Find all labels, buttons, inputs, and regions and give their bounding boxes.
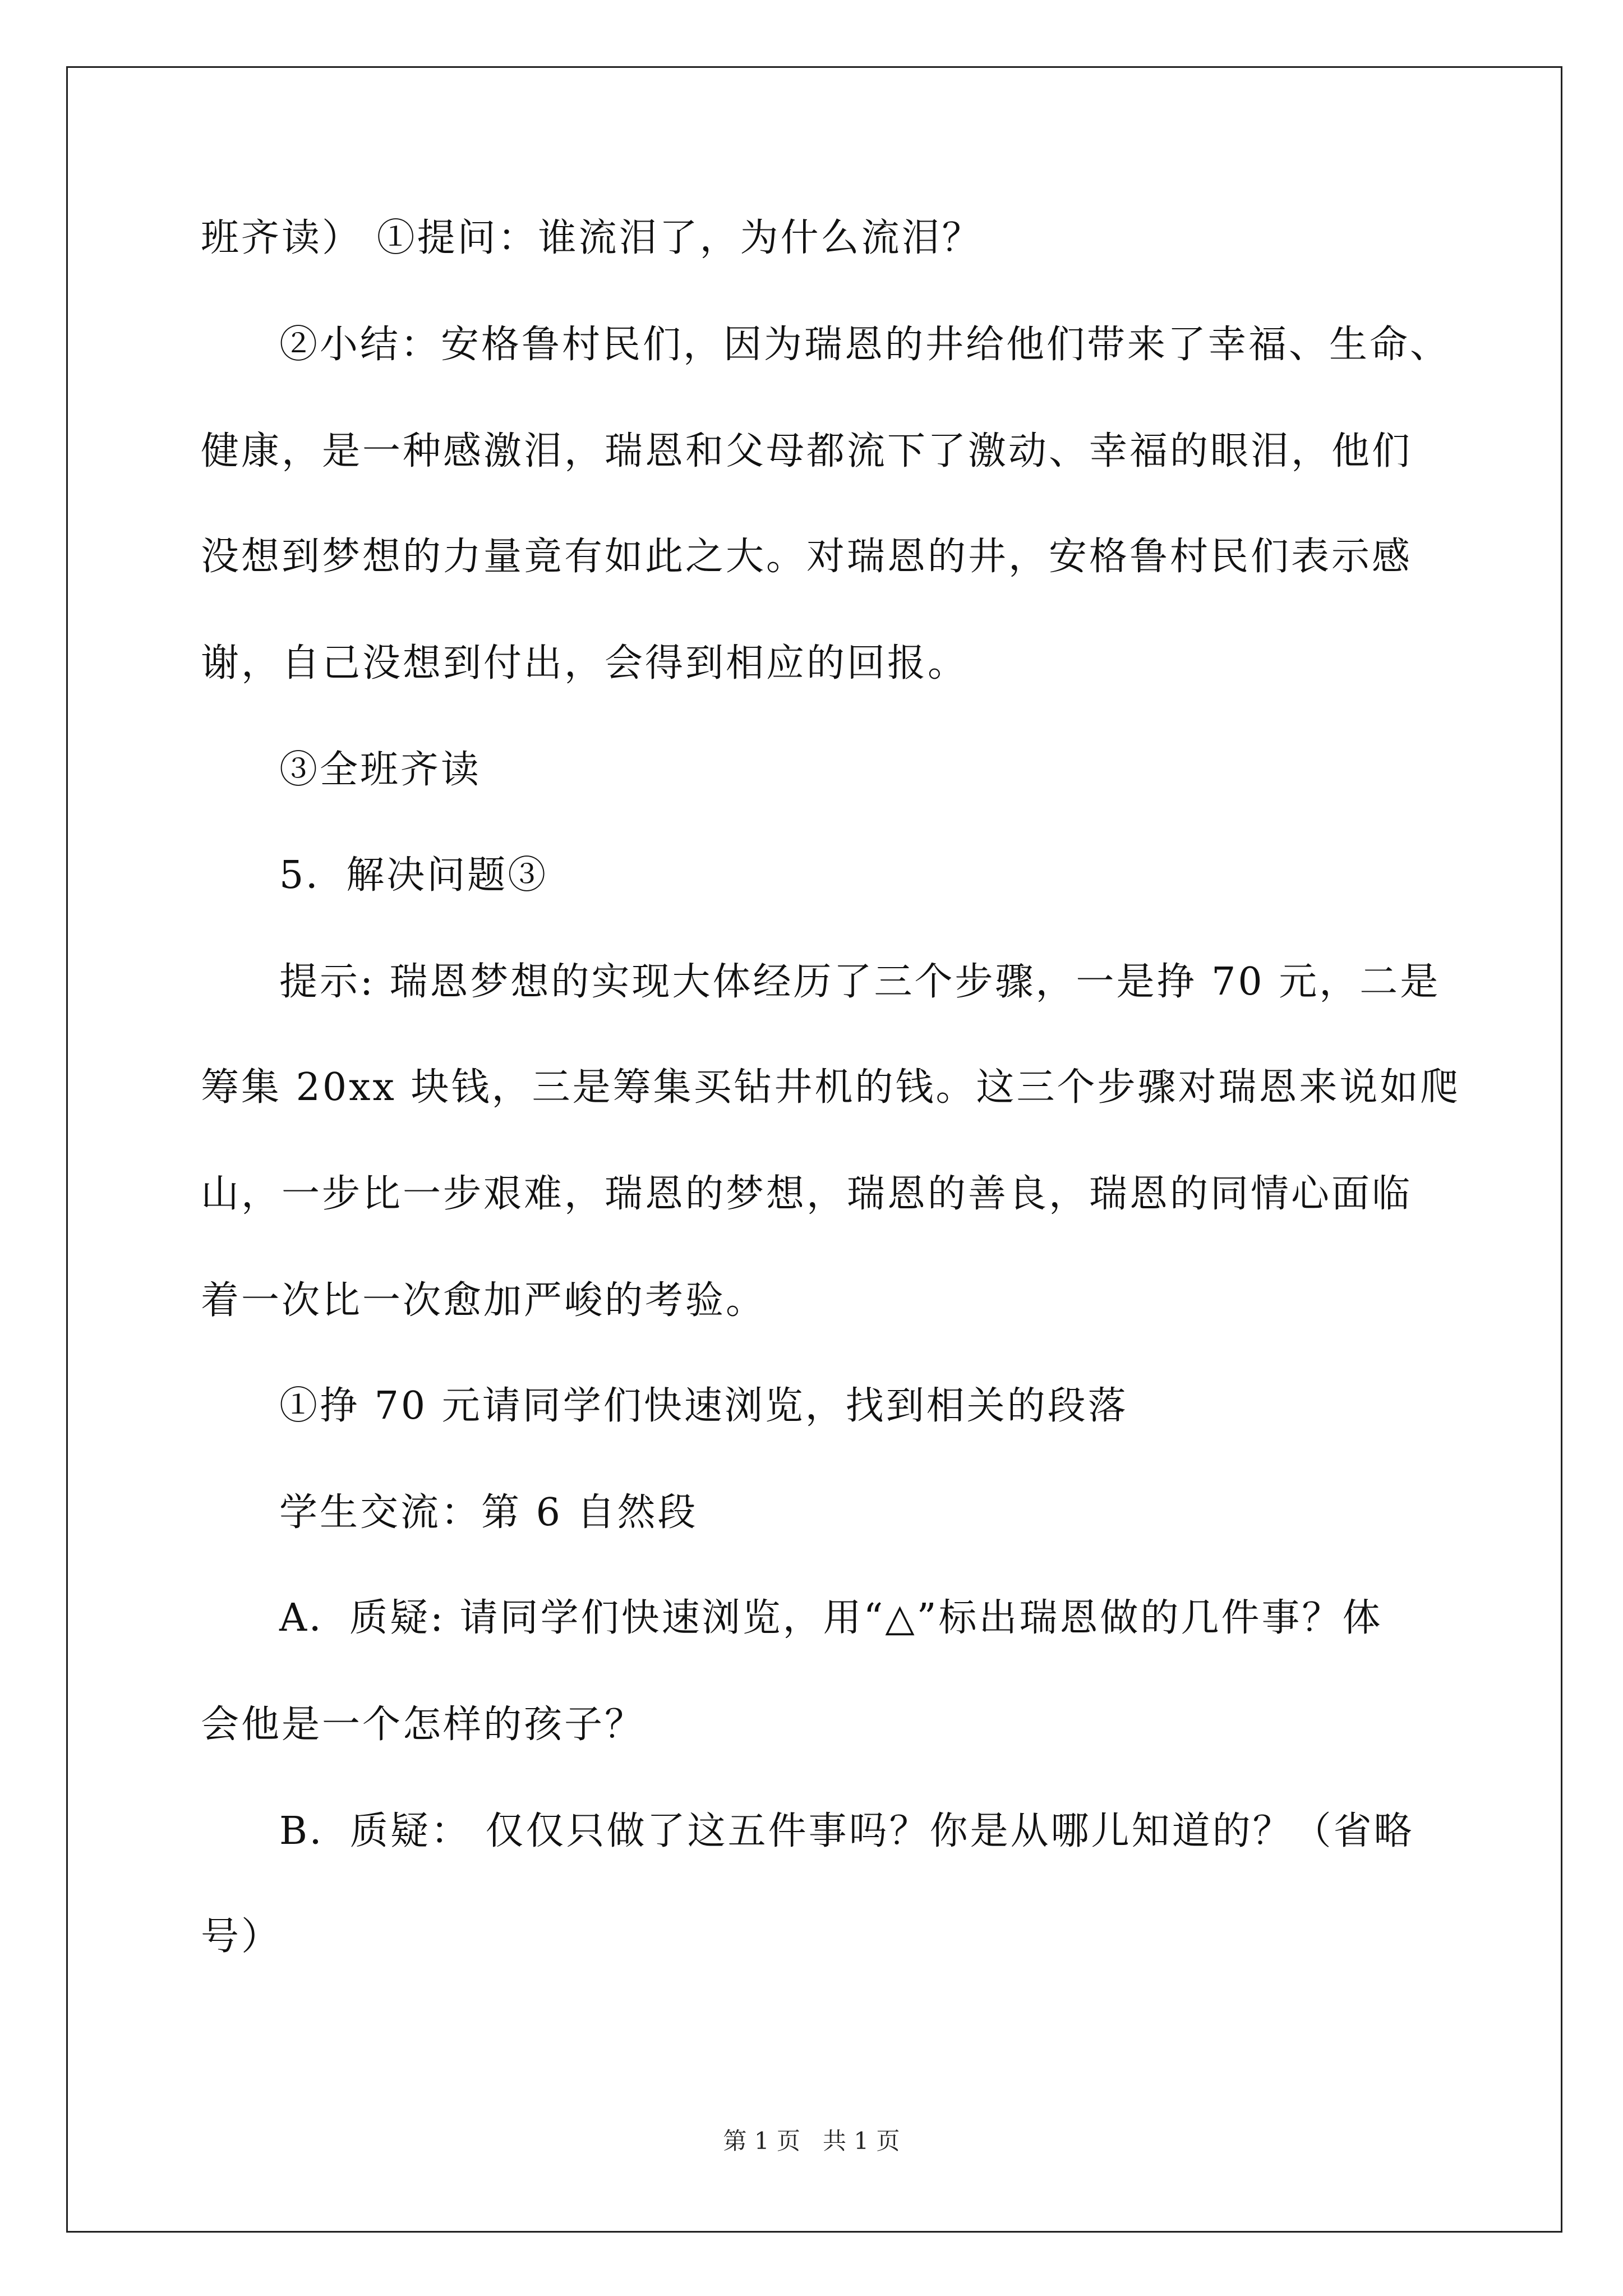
text-line: 会他是一个怎样的孩子？ bbox=[201, 1703, 645, 1747]
text-line: ②小结：安格鲁村民们，因为瑞恩的井给他们带来了幸福、生命、 bbox=[279, 323, 1451, 367]
text-line: 班齐读） ①提问：谁流泪了，为什么流泪？ bbox=[201, 216, 983, 260]
text-line: A．质疑: 请同学们快速浏览，用“△”标出瑞恩做的几件事？体 bbox=[279, 1596, 1383, 1640]
page-footer: 第 1 页 共 1 页 bbox=[723, 2127, 900, 2155]
text-line: ③全班齐读 bbox=[279, 748, 482, 792]
text-line: 提示: 瑞恩梦想的实现大体经历了三个步骤，一是挣 70 元，二是 bbox=[279, 960, 1441, 1004]
text-line: 筹集 20xx 块钱，三是筹集买钻井机的钱。这三个步骤对瑞恩来说如爬 bbox=[201, 1065, 1461, 1110]
text-line: ①挣 70 元请同学们快速浏览，找到相关的段落 bbox=[279, 1384, 1128, 1428]
text-line: 谢，自己没想到付出，会得到相应的回报。 bbox=[201, 641, 969, 685]
text-line: 山，一步比一步艰难，瑞恩的梦想，瑞恩的善良，瑞恩的同情心面临 bbox=[201, 1172, 1413, 1216]
text-line: 健康，是一种感激泪，瑞恩和父母都流下了激动、幸福的眼泪，他们 bbox=[201, 429, 1413, 473]
text-line: 号） bbox=[201, 1915, 282, 1959]
text-line: 学生交流：第 6 自然段 bbox=[279, 1490, 698, 1535]
text-line: B．质疑： 仅仅只做了这五件事吗？你是从哪儿知道的？（省略 bbox=[279, 1809, 1414, 1853]
text-line: 5．解决问题③ bbox=[279, 853, 548, 898]
page-border bbox=[66, 66, 1562, 2233]
text-line: 没想到梦想的力量竟有如此之大。对瑞恩的井，安格鲁村民们表示感 bbox=[201, 535, 1413, 579]
text-line: 着一次比一次愈加严峻的考验。 bbox=[201, 1278, 767, 1323]
